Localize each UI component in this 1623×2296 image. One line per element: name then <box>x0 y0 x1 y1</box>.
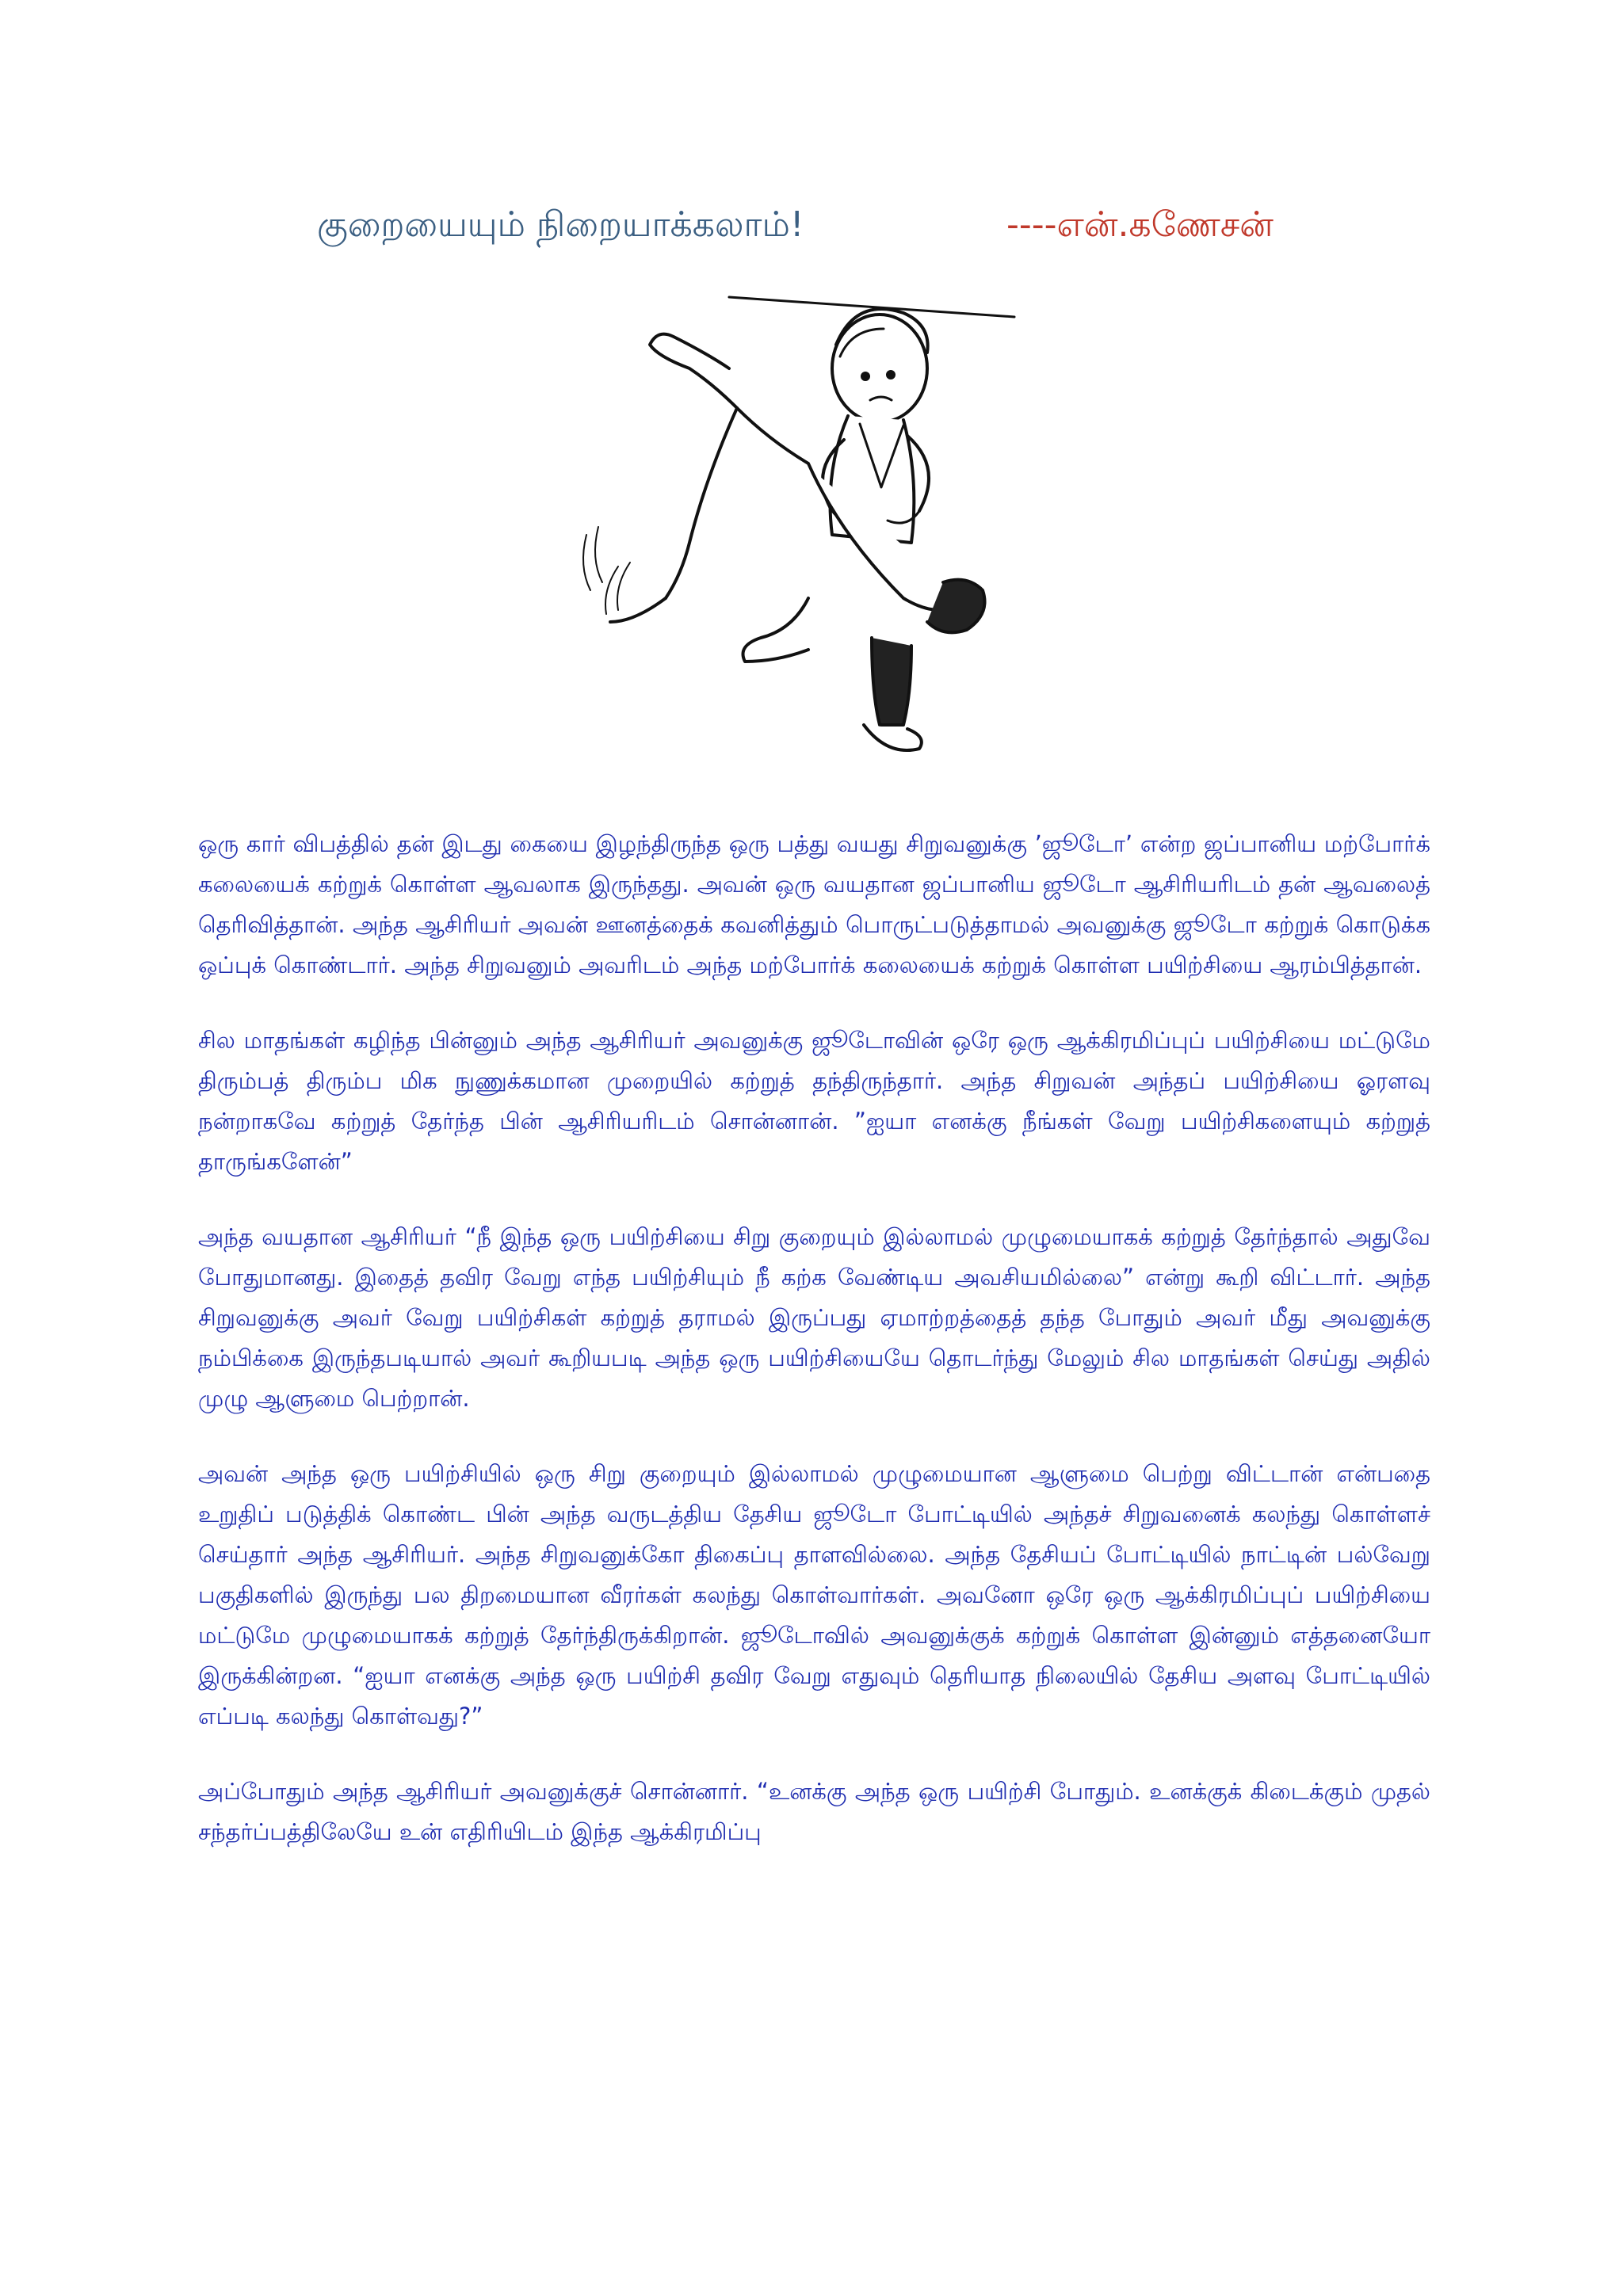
article-title: குறையையும் நிறையாக்கலாம்! <box>317 204 804 245</box>
title-row <box>317 204 1347 268</box>
author-name: ----என்.கணேசன் <box>1006 204 1274 245</box>
paragraph-5: அப்போதும் அந்த ஆசிரியர் அவனுக்குச் சொன்னார். “உனக்கு அந்த ஒரு பயிற்சி போதும். உனக்குக் கிடைக்கும் முதல் சந்தர்ப்பத்திலேயே உன் எதிரியிடம் இந்த ஆக்கிரமிப்பு <box>198 1778 1430 1845</box>
paragraph-1: ஒரு கார் விபத்தில் தன் இடது கையை இழந்திருந்த ஒரு பத்து வயது சிறுவனுக்கு ’ஜூடோ’ என்ற ஜப்பானிய மற்போர்க் கலையைக் கற்றுக் கொள்ள ஆவலாக இருந்தது. அவன் ஒரு வயதான ஜப்பானிய ஜூடோ ஆசிரியரிடம் தன் ஆவலைத் தெரிவித்தான். அந்த ஆசிரியர் அவன் ஊனத்தைக் கவனித்தும் பொருட்படுத்தாமல் அவனுக்கு ஜூடோ கற்றுக் கொடுக்க ஒப்புக் கொண்டார். அந்த சிறுவனும் அவரிடம் அந்த மற்போர்க் கலையைக் கற்றுக் கொள்ள பயிற்சியை ஆரம்பித்தான். <box>198 830 1430 978</box>
paragraph-4: அவன் அந்த ஒரு பயிற்சியில் ஒரு சிறு குறையும் இல்லாமல் முழுமையான ஆளுமை பெற்று விட்டான் என்பதை உறுதிப் படுத்திக் கொண்ட பின் அந்த வருடத்திய தேசிய ஜூடோ போட்டியில் அந்தச் சிறுவனைக் கலந்து கொள்ளச் செய்தார் அந்த ஆசிரியர். அந்த சிறுவனுக்கோ திகைப்பு தாளவில்லை. அந்த தேசியப் போட்டியில் நாட்டின் பல்வேறு பகுதிகளில் இருந்து பல திறமையான வீரர்கள் கலந்து கொள்வார்கள். அவனோ ஒரே ஒரு ஆக்கிரமிப்புப் பயிற்சியை மட்டுமே முழுமையாகக் கற்றுத் தேர்ந்திருக்கிறான். ஜூடோவில் அவனுக்குக் கற்றுக் கொள்ள இன்னும் எத்தனையோ இருக்கின்றன. “ஐயா எனக்கு அந்த ஒரு பயிற்சி தவிர வேறு எதுவும் தெரியாத நிலையில் தேசிய அளவு போட்டியில் எப்படி கலந்து கொள்வது?” <box>198 1460 1430 1730</box>
article-body <box>198 824 1430 1887</box>
judo-throw-illustration-icon <box>571 281 1062 772</box>
paragraph-3: அந்த வயதான ஆசிரியர் “நீ இந்த ஒரு பயிற்சியை சிறு குறையும் இல்லாமல் முழுமையாகக் கற்றுத் தேர்ந்தால் அதுவே போதுமானது. இதைத் தவிர வேறு எந்த பயிற்சியும் நீ கற்க வேண்டிய அவசியமில்லை” என்று கூறி விட்டார். அந்த சிறுவனுக்கு அவர் வேறு பயிற்சிகள் கற்றுத் தராமல் இருப்பது ஏமாற்றத்தைத் தந்த போதும் அவர் மீது அவனுக்கு நம்பிக்கை இருந்தபடியால் அவர் கூறியபடி அந்த ஒரு பயிற்சியையே தொடர்ந்து மேலும் சில மாதங்கள் செய்து அதில் முழு ஆளுமை பெற்றான். <box>198 1223 1430 1412</box>
paragraph-2: சில மாதங்கள் கழிந்த பின்னும் அந்த ஆசிரியர் அவனுக்கு ஜூடோவின் ஒரே ஒரு ஆக்கிரமிப்புப் பயிற்சியை மட்டுமே திரும்பத் திரும்ப மிக நுணுக்கமான முறையில் கற்றுத் தந்திருந்தார். அந்த சிறுவன் அந்தப் பயிற்சியை ஓரளவு நன்றாகவே கற்றுத் தேர்ந்த பின் ஆசிரியரிடம் சொன்னான். ”ஐயா எனக்கு நீங்கள் வேறு பயிற்சிகளையும் கற்றுத் தாருங்களேன்” <box>198 1027 1430 1175</box>
